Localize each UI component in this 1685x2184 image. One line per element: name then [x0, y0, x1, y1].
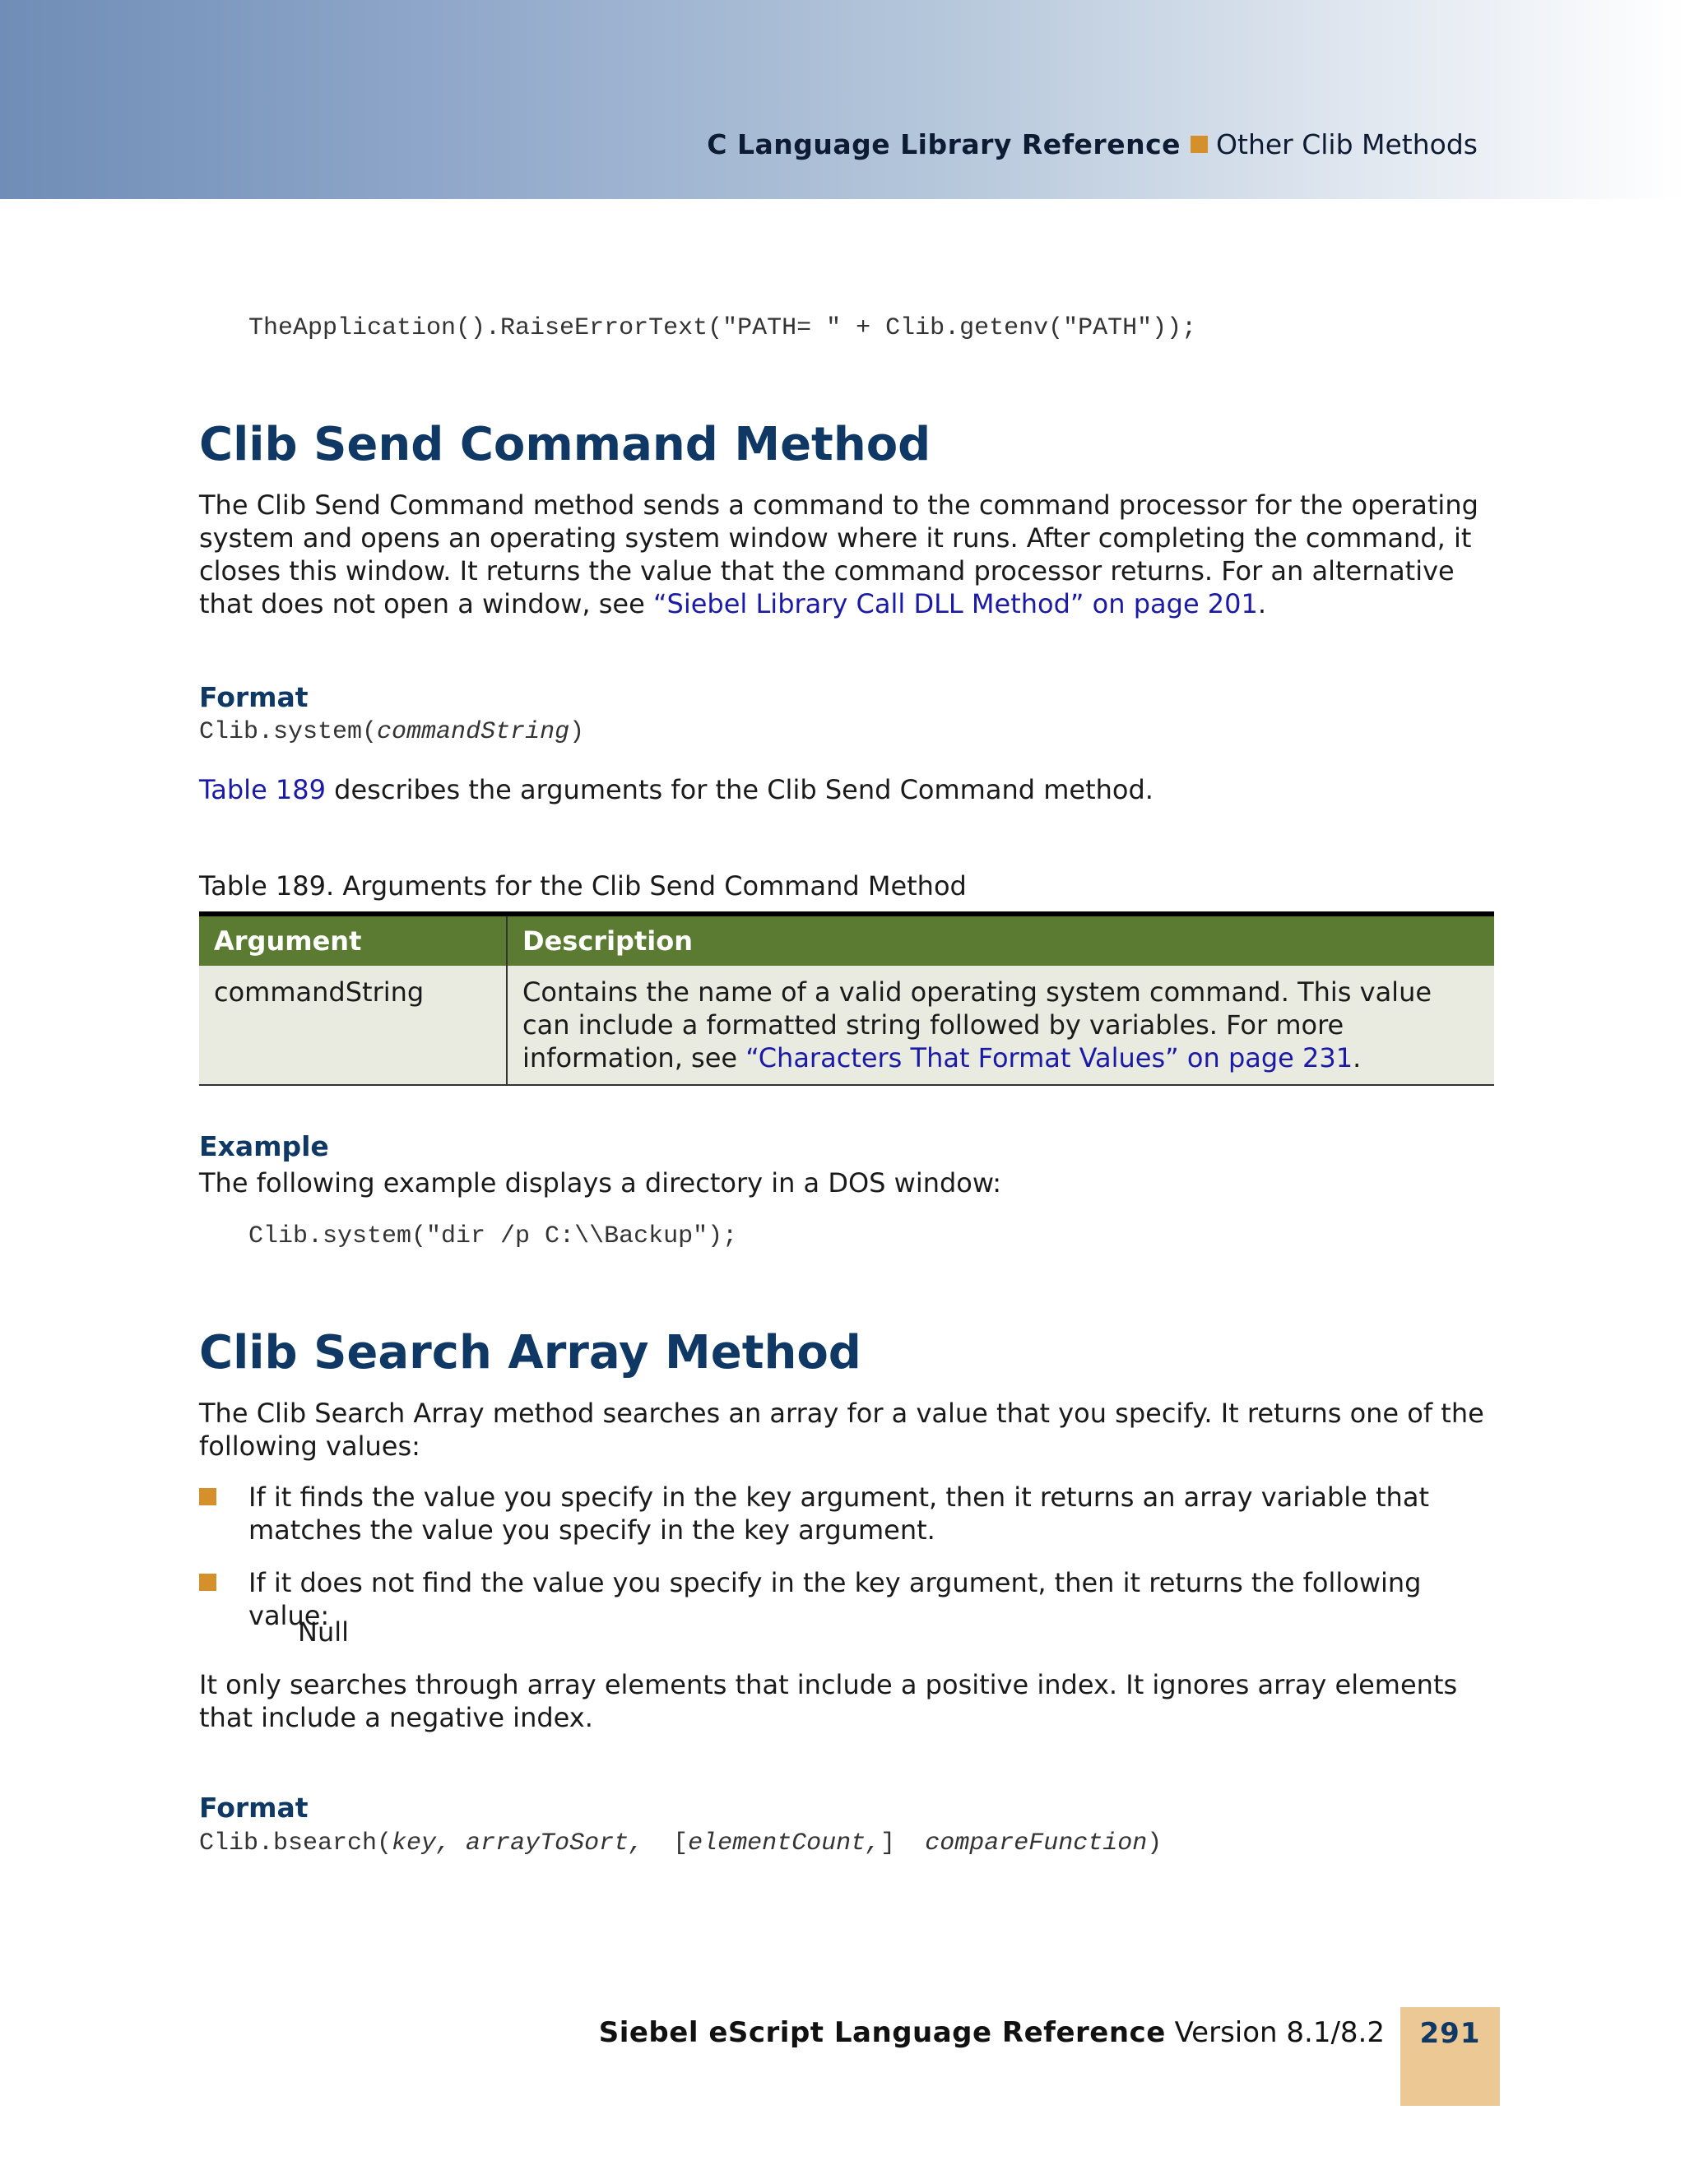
table-caption: Table 189. Arguments for the Clib Send Command Method: [199, 870, 967, 902]
column-header-argument: Argument: [199, 914, 507, 966]
cell-description: [507, 966, 1494, 1085]
null-value: Null: [298, 1616, 349, 1648]
page-number-box: [1400, 2007, 1500, 2106]
bullet-text: If it does not find the value you specify in the key argument, then it returns the following value:: [248, 1567, 1422, 1631]
format-syntax-system: [199, 718, 584, 746]
search-array-intro: The Clib Search Array method searches an array for a value that you specify. It returns one of the following values:: [199, 1398, 1484, 1462]
send-command-intro: [199, 489, 1499, 620]
footer-version: Version 8.1/8.2: [1174, 2016, 1385, 2049]
example-heading: Example: [199, 1130, 329, 1162]
search-array-note: It only searches through array elements that include a positive index. It ignores array elements that include a negative index.: [199, 1669, 1458, 1733]
table-header-row: [199, 914, 1494, 966]
footer-book-title: Siebel eScript Language Reference: [598, 2016, 1166, 2049]
bullet-text: If it finds the value you specify in the key argument, then it returns an array variable that matches the value you specify in the key argument.: [248, 1482, 1429, 1546]
section-title-search-array: Clib Search Array Method: [199, 1326, 861, 1379]
header-square-icon: [1191, 136, 1208, 153]
header-subsection: Other Clib Methods: [1216, 128, 1478, 160]
header-band: [0, 0, 1685, 199]
arguments-table: [199, 911, 1494, 1086]
list-item: [199, 1566, 1499, 1631]
format-close: ): [569, 718, 585, 746]
cell-description-end: .: [1353, 1042, 1362, 1073]
column-header-description: Description: [507, 914, 1494, 966]
format-heading: Format: [199, 1792, 309, 1824]
table-reference-text: [199, 773, 1499, 806]
send-command-intro-text: The Clib Send Command method sends a command to the command processor for the operating system and opens an operating system window where it runs. After completing the command, it closes this window. It returns the value that the command processor returns. For an alternative that does not open a window, see: [199, 489, 1478, 619]
running-header: [707, 128, 1478, 160]
bullet-square-icon: [199, 1574, 216, 1591]
header-section: C Language Library Reference: [707, 128, 1181, 160]
example-text: The following example displays a directory in a DOS window:: [199, 1167, 1002, 1199]
cell-description-text: Contains the name of a valid operating system command. This value can include a formatted string followed by variables. For more information, see: [522, 976, 1432, 1073]
code-getenv: TheApplication().RaiseErrorText("PATH= " + Clib.getenv("PATH"));: [248, 314, 1197, 342]
intro-end: .: [1257, 588, 1267, 619]
format-opt-open: [: [643, 1829, 689, 1857]
format-heading: Format: [199, 681, 309, 713]
format-fn: Clib.system(: [199, 718, 378, 746]
table-row: [199, 966, 1494, 1085]
format-opt-close: ]: [880, 1829, 926, 1857]
link-siebel-library-call-dll[interactable]: “Siebel Library Call DLL Method” on page 201: [652, 588, 1258, 619]
bullet-square-icon: [199, 1488, 216, 1505]
format-syntax-bsearch: [199, 1829, 1162, 1857]
list-item: [199, 1481, 1499, 1546]
table-ref-text: describes the arguments for the Clib Send Command method.: [326, 774, 1154, 805]
link-table-189[interactable]: Table 189: [199, 774, 326, 805]
cell-argument: commandString: [199, 966, 507, 1085]
format-arg: commandString: [377, 718, 570, 746]
format-args: key, arrayToSort,: [392, 1829, 644, 1857]
format-opt: elementCount,: [688, 1829, 881, 1857]
format-last: compareFunction: [925, 1829, 1148, 1857]
format-close: ): [1147, 1829, 1163, 1857]
section-title-send-command: Clib Send Command Method: [199, 418, 931, 471]
page-number: 291: [1419, 2017, 1481, 2050]
format-fn: Clib.bsearch(: [199, 1829, 392, 1857]
link-characters-that-format-values[interactable]: “Characters That Format Values” on page 231: [745, 1042, 1353, 1073]
example-code: Clib.system("dir /p C:\\Backup");: [248, 1222, 738, 1250]
running-footer: [599, 2016, 1385, 2049]
